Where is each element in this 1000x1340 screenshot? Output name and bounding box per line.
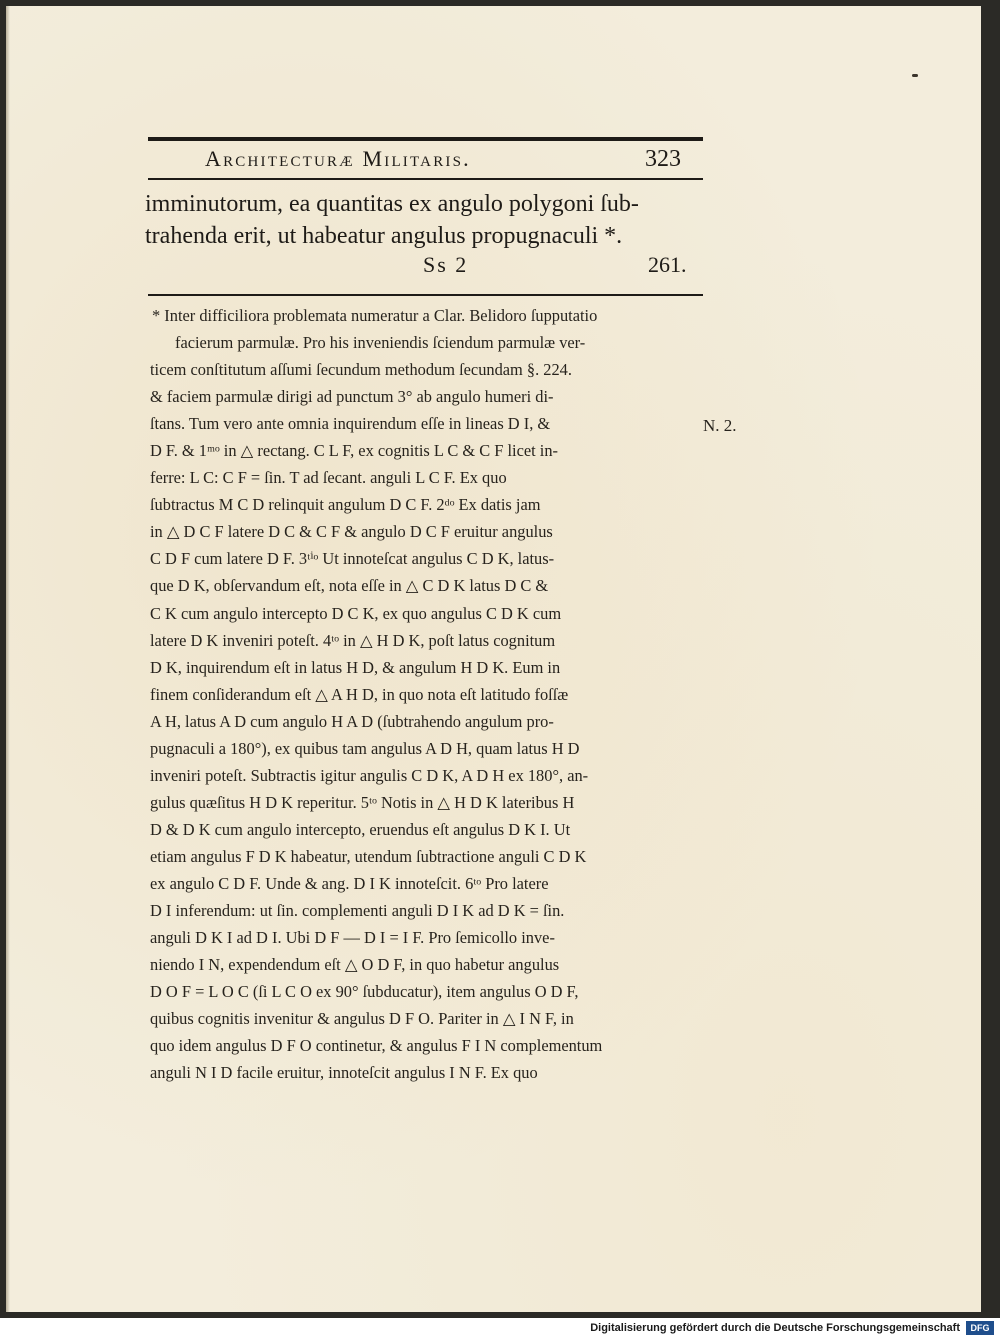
dfg-logo-icon: DFG [966,1321,994,1335]
signature-mark: Ss 2 [423,252,469,277]
footnote-line: anguli N I D facile eruitur, innoteſcit angulus I N F. Ex quo [150,1063,538,1083]
footnote-line: D I inferendum: ut ſin. complementi anguli D I K ad D K = ſin. [150,901,565,921]
footnote-line: latere D K inveniri poteſt. 4ᵗᵒ in △ H D K, poſt latus cognitum [150,630,556,650]
footnote-line: quo idem angulus D F O continetur, & angulus F I N complementum [150,1036,603,1056]
paragraph-number: 261. [648,252,687,277]
footnote-line: & faciem parmulæ dirigi ad punctum 3° ab angulo humeri di- [150,387,554,407]
footnote-line: C D F cum latere D F. 3ᵗⁱᵒ Ut innoteſcat angulus C D K, latus- [150,549,555,569]
footnote-line: anguli D K I ad D I. Ubi D F — D I = I F. Pro ſemicollo inve- [150,928,555,948]
header-rule-thick [148,137,703,141]
footnote-line: ferre: L C: C F = ſin. T ad ſecant. anguli L C F. Ex quo [150,468,507,488]
footnote-line: in △ D C F latere D C & C F & angulo D C F eruitur angulus [150,522,553,542]
main-text [145,188,710,252]
footnote-line: A H, latus A D cum angulo H A D (ſubtrahendo angulum pro- [150,711,554,731]
footnote-line: ex angulo C D F. Unde & ang. D I K innoteſcit. 6ᵗᵒ Pro latere [150,873,549,893]
page-number: 323 [645,146,681,172]
footnote-line: D & D K cum angulo intercepto, eruendus eſt angulus D K I. Ut [150,819,571,839]
footnote-line: facierum parmulæ. Pro his inveniendis ſciendum parmulæ ver- [175,333,586,353]
footnote-line: niendo I N, expendendum eſt △ O D F, in quo habetur angulus [150,955,560,975]
footnote-line: que D K, obſervandum eſt, nota eſſe in △ C D K latus D C & [150,576,549,596]
header-rule-thin [148,178,703,180]
footnote-line: * Inter difficiliora problemata numeratur a Clar. Belidoro ſupputatio [152,306,598,325]
footnote-rule [148,294,703,296]
running-title: Architecturæ Militaris. [205,146,471,171]
footnote-line: ſubtractus M C D relinquit angulum D C F. 2ᵈᵒ Ex datis jam [150,495,541,515]
footnote-line: ticem conſtitutum aſſumi ſecundum methodum ſecundam §. 224. [150,360,572,380]
footnote-line: ſtans. Tum vero ante omnia inquirendum eſſe in lineas D I, & [150,414,551,434]
main-text-line: trahenda erit, ut habeatur angulus propugnaculi *. [145,223,623,249]
footnote-line: finem conſiderandum eſt △ A H D, in quo nota eſt latitudo foſſæ [150,684,569,704]
footnote-line: quibus cognitis invenitur & angulus D F O. Pariter in △ I N F, in [150,1009,574,1029]
ink-mark [912,74,918,77]
margin-note: N. 2. [703,416,737,435]
footer-credit: Digitalisierung gefördert durch die Deutsche Forschungsgemeinschaft [590,1322,960,1334]
footnote-line: D F. & 1ᵐᵒ in △ rectang. C L F, ex cognitis L C & C F licet in- [150,441,559,461]
footnote-line: pugnaculi a 180°), ex quibus tam angulus A D H, quam latus H D [150,738,580,758]
footnote-line: D O F = L O C (ſi L C O ex 90° ſubducatur), item angulus O D F, [150,982,579,1002]
page-edge [6,6,10,1312]
footnote-line: inveniri poteſt. Subtractis igitur angulis C D K, A D H ex 180°, an- [150,765,589,785]
footnote-line: D K, inquirendum eſt in latus H D, & angulum H D K. Eum in [150,657,561,677]
footnote [150,302,710,1086]
footnote-line: C K cum angulo intercepto D C K, ex quo angulus C D K cum [150,603,562,623]
main-text-line: imminutorum, ea quantitas ex angulo polygoni ſub- [145,191,639,217]
footnote-line: etiam angulus F D K habeatur, utendum ſubtractione anguli C D K [150,846,587,866]
footnote-line: gulus quæſitus H D K reperitur. 5ᵗᵒ Notis in △ H D K lateribus H [150,792,575,812]
